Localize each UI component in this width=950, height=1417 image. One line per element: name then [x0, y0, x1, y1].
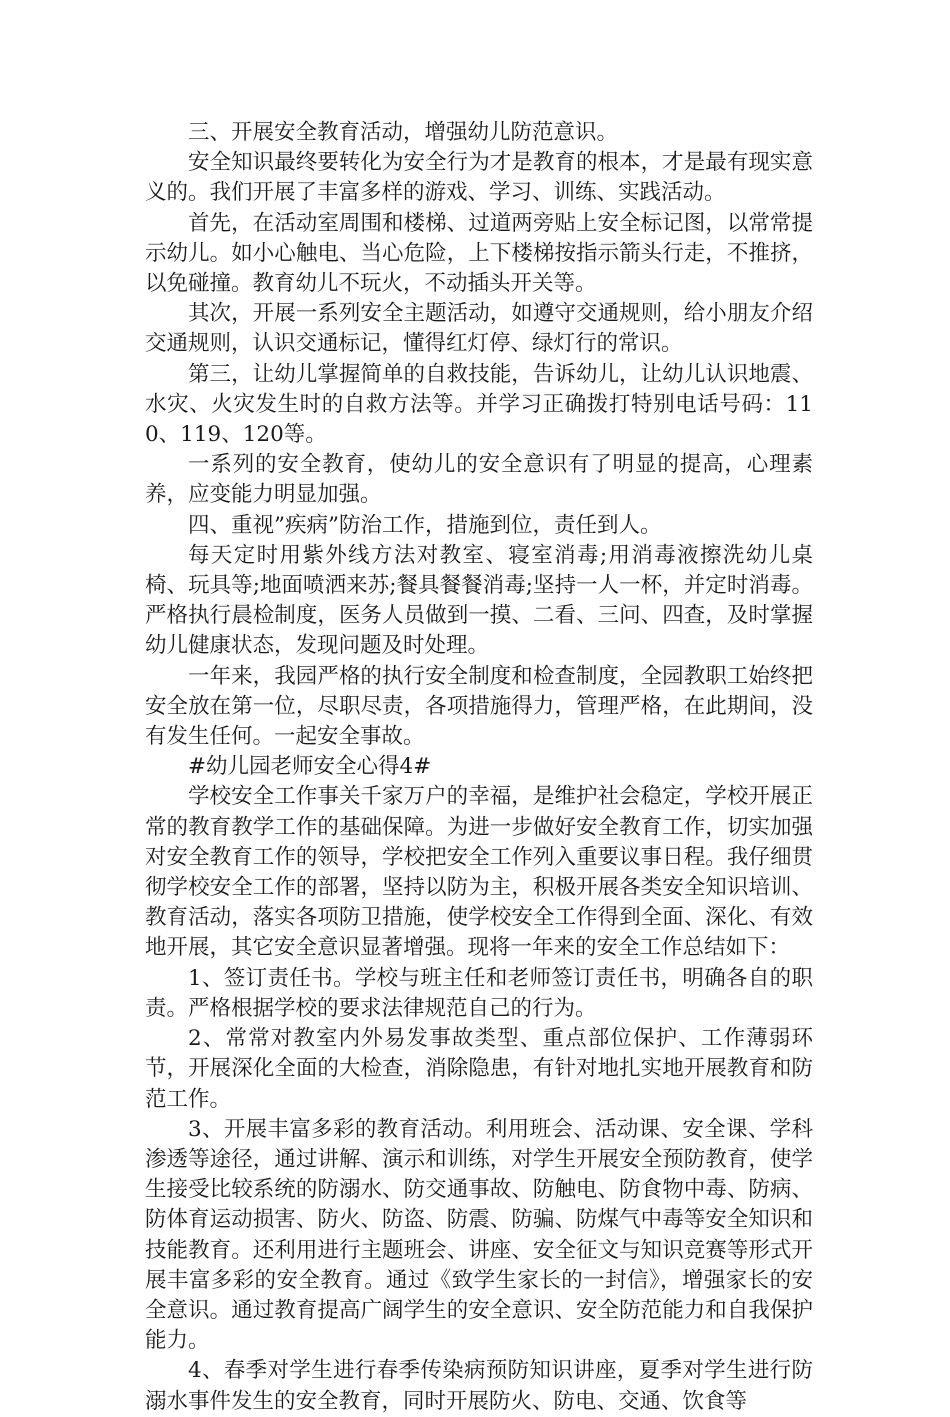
paragraph: 安全知识最终要转化为安全行为才是教育的根本，才是最有现实意义的。我们开展了丰富多样的游戏、学习、训练、实践活动。	[145, 150, 813, 206]
paragraph: 其次，开展一系列安全主题活动，如遵守交通规则，给小朋友介绍交通规则，认识交通标记，懂得红灯停、绿灯行的常识。	[145, 301, 813, 357]
list-item: 2、常常对教室内外易发事故类型、重点部位保护、工作薄弱环节，开展深化全面的大检查，消除隐患，有针对地扎实地开展教育和防范工作。	[145, 1026, 813, 1112]
section-heading-4: 四、重视”疾病”防治工作，措施到位，责任到人。	[188, 512, 662, 538]
paragraph: 第三，让幼儿掌握简单的自救技能，告诉幼儿，让幼儿认识地震、水灾、火灾发生时的自救方法等。并学习正确拨打特别电话号码：110、119、120等。	[145, 361, 813, 448]
paragraph: 一年来，我园严格的执行安全制度和检查制度，全园教职工始终把安全放在第一位，尽职尽责，各项措施得力，管理严格，在此期间，没有发生任何。一起安全事故。	[145, 663, 813, 750]
list-item: 3、开展丰富多彩的教育活动。利用班会、活动课、安全课、学科渗透等途径，通过讲解、演示和训练，对学生开展安全预防教育，使学生接受比较系统的防溺水、防交通事故、防触电、防食物中毒、防病、防体育运动损害、防火、防盗、防震、防骗、防煤气中毒等安全知识和技能教育。还利用进行主题班会、讲座、安全征文与知识竞赛等形式开展丰富多彩的安全教育。通过《致学生家长的一封信》，增强家长的安全意识。通过教育提高广阔学生的安全意识、安全防范能力和自我保护能力。	[145, 1116, 813, 1354]
list-item: 1、签订责任书。学校与班主任和老师签订责任书，明确各自的职责。严格根据学校的要求法律规范自己的行为。	[145, 965, 813, 1021]
document-body	[145, 118, 813, 1417]
paragraph: 学校安全工作事关千家万户的幸福，是维护社会稳定，学校开展正常的教育教学工作的基础保障。为进一步做好安全教育工作，切实加强对安全教育工作的领导，学校把安全工作列入重要议事日程。我仔细贯彻学校安全工作的部署，坚持以防为主，积极开展各类安全知识培训、教育活动，落实各项防卫措施，使学校安全工作得到全面、深化、有效地开展，其它安全意识显著增强。现将一年来的安全工作总结如下：	[145, 784, 813, 961]
list-item: 4、春季对学生进行春季传染病预防知识讲座，夏季对学生进行防溺水事件发生的安全教育，同时开展防火、防电、交通、饮食等	[145, 1358, 813, 1414]
section-heading-3: 三、开展安全教育活动，增强幼儿防范意识。	[188, 120, 619, 145]
paragraph: 每天定时用紫外线方法对教室、寝室消毒;用消毒液擦洗幼儿桌椅、玩具等;地面喷洒来苏;餐具餐餐消毒;坚持一人一杯，并定时消毒。严格执行晨检制度，医务人员做到一摸、二看、三问、四查，及时掌握幼儿健康状态，发现问题及时处理。	[145, 542, 813, 659]
paragraph: 一系列的安全教育，使幼儿的安全意识有了明显的提高，心理素养，应变能力明显加强。	[145, 452, 813, 508]
paragraph: 首先，在活动室周围和楼梯、过道两旁贴上安全标记图，以常常提示幼儿。如小心触电、当心危险，上下楼梯按指示箭头行走，不推挤，以免碰撞。教育幼儿不玩火，不动插头开关等。	[145, 210, 813, 297]
article-title: #幼儿园老师安全心得4#	[188, 754, 432, 780]
